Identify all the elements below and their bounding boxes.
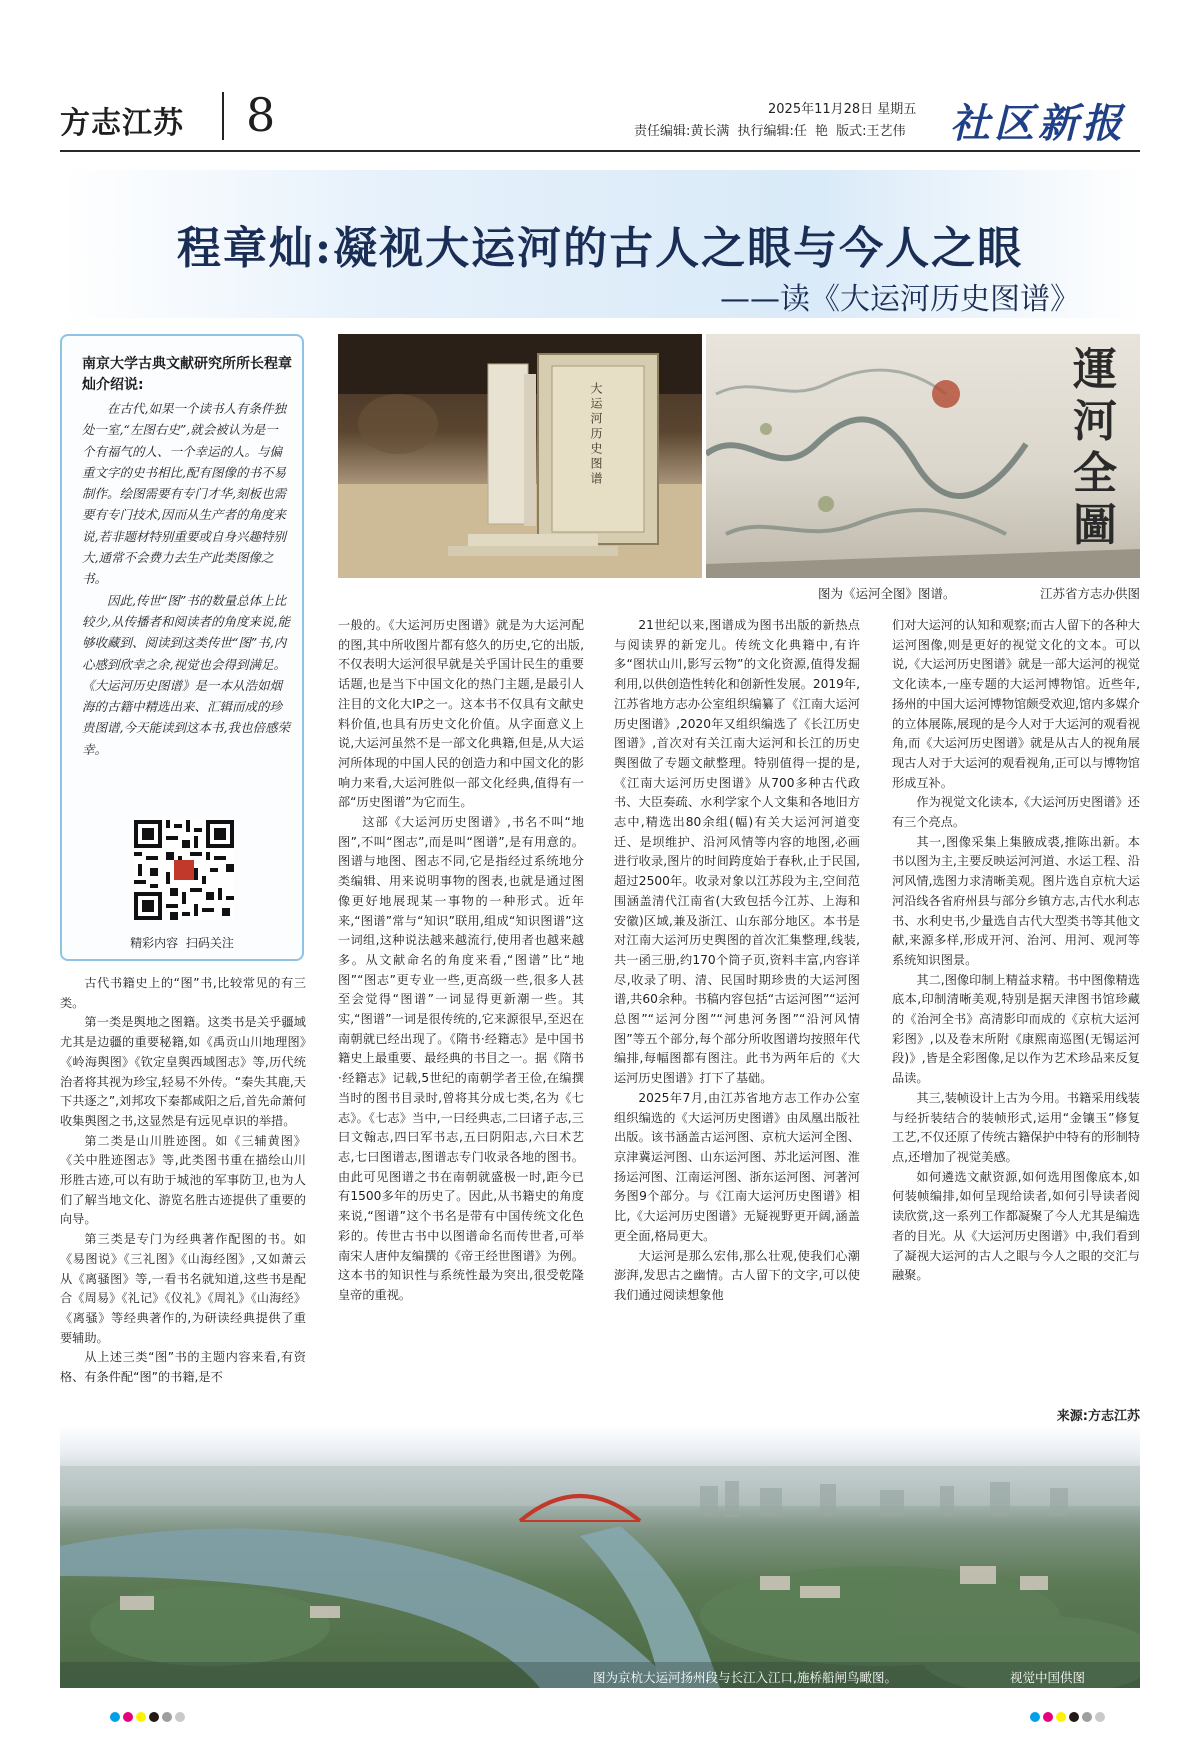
registration-dot (110, 1712, 120, 1722)
top-photo-caption: 图为《运河全图》图谱。 (818, 586, 956, 601)
book-title-text: 大运河历史图谱 (589, 382, 603, 487)
registration-dot (1082, 1712, 1092, 1722)
paragraph: 大运河是那么宏伟,那么壮观,使我们心潮澎湃,发思古之幽情。古人留下的文字,可以使我们通过阅读想象他 (614, 1248, 860, 1302)
intro-paragraph: 因此,传世“图”书的数量总体上比较少,从传播者和阅读者的角度来说,能够收藏到、阅读到这类传世“图”书,内心感到欣幸之余,视觉也会得到满足。《大运河历史图谱》是一本从浩如烟海的古籍中精选出来、汇辑而成的珍贵图谱,今天能读到这本书,我也倍感荣幸。 (82, 592, 290, 757)
registration-dot (1069, 1712, 1079, 1722)
qr-caption: 精彩内容 扫码关注 (130, 936, 234, 950)
paragraph: 从上述三类“图”书的主题内容来看,有资格、有条件配“图”的书籍,是不 (60, 1350, 306, 1385)
aerial-photo (60, 1426, 1140, 1688)
aerial-photo-credit: 视觉中国供图 (1010, 1670, 1086, 1685)
paragraph: 第一类是舆地之图籍。这类书是关乎疆域尤其是边疆的重要秘籍,如《禹贡山川地理图》《岭海舆图》《钦定皇舆西域图志》等,历代统治者将其视为珍宝,轻易不外传。“秦失其鹿,天下共逐之”,刘邦攻下秦都咸阳之后,首先命萧何收集舆图之书,这显然是有远见卓识的举措。 (60, 1015, 306, 1128)
article-column-4 (892, 616, 1140, 1406)
section-name: 方志江苏 (60, 106, 184, 141)
registration-dot (1030, 1712, 1040, 1722)
registration-dot (123, 1712, 133, 1722)
paragraph: 第二类是山川胜迹图。如《三辅黄图》《关中胜迹图志》等,此类图书重在描绘山川形胜古迹,可以有助于城池的军事防卫,也为人们了解当地文化、游览名胜古迹提供了重要的向导。 (60, 1133, 306, 1227)
paragraph: 2025年7月,由江苏省地方志工作办公室组织编选的《大运河历史图谱》由凤凰出版社出版。该书涵盖古运河图、京杭大运河全图、京津冀运河图、山东运河图、苏北运河图、淮扬运河图、江南运河图、浙东运河图、河著河务图9个部分。与《江南大运河历史图谱》相比,《大运河历史图谱》无疑视野更开阔,涵盖更全面,格局更大。 (614, 1090, 860, 1243)
article-column-3 (614, 616, 860, 1422)
intro-paragraph: 在古代,如果一个读书人有条件独处一室,“左图右史”,就会被认为是一个有福气的人、一个幸运的人。与偏重文字的史书相比,配有图像的书不易制作。绘图需要有专门才华,刻板也需要有专门技术,因而从生产者的角度来说,若非题材特别重要或自身兴趣特别大,通常不会费力去生产此类图像之书。 (82, 401, 286, 587)
canal-aerial-illustration (60, 1426, 1140, 1688)
book-display-photo (338, 334, 702, 578)
article-subheadline: ——读《大运河历史图谱》 (720, 282, 1080, 317)
registration-dot (162, 1712, 172, 1722)
masthead (60, 88, 1140, 150)
header-rule (60, 150, 1140, 152)
section-divider (222, 92, 224, 140)
page-number: 8 (246, 88, 276, 142)
registration-dot (175, 1712, 185, 1722)
book-set-illustration (338, 334, 702, 578)
paragraph: 如何遴选文献资源,如何选用图像底本,如何装帧编排,如何呈现给读者,如何引导读者阅读欣赏,这一系列工作都凝聚了今人尤其是编选者的目光。从《大运河历史图谱》中,我们看到了凝视大运河的古人之眼与今人之眼的交汇与融聚。 (892, 1169, 1140, 1283)
article-headline: 程章灿:凝视大运河的古人之眼与今人之眼 (176, 223, 1024, 274)
paragraph: 这部《大运河历史图谱》,书名不叫“地图”,不叫“图志”,而是叫“图谱”,是有用意的。图谱与地图、图志不同,它是指经过系统地分类编辑、用来说明事物的图表,也就是通过图像更好地展现某一事物的一种形式。近年来,“图谱”常与“知识”联用,组成“知识图谱”这一词组,这种说法越来越流行,使用者也越来越多。从文献命名的角度来看,“图谱”比“地图”“图志”更专业一些,更高级一些,很多人甚至会觉得“图谱”一词显得更新潮一些。其实,“图谱”一词是很传统的,它来源很早,至迟在南朝就已经出现了。《隋书·经籍志》是中国书籍史上最重要、最经典的书目之一。据《隋书·经籍志》记载,5世纪的南朝学者王俭,在编撰当时的图书目录时,曾将其分成七类,名为《七志》。《七志》当中,一曰经典志,二曰诸子志,三曰文翰志,四曰军书志,五曰阴阳志,六曰术艺志,七曰图谱志,图谱志专门收录各地的图书。由此可见图谱之书在南朝就盛极一时,距今已有1500多年的历史了。因此,从书籍史的角度来说,“图谱”这个书名是带有中国传统文化色彩的。传世古书中以图谱命名而传世者,可举南宋人唐仲友编撰的《帝王经世图谱》为例。这本书的知识性与系统性最为突出,很受乾隆皇帝的重视。 (338, 815, 584, 1302)
registration-dot (1056, 1712, 1066, 1722)
paragraph: 古代书籍史上的“图”书,比较常见的有三类。 (60, 976, 306, 1010)
registration-dot (1043, 1712, 1053, 1722)
color-registration-marks (1030, 1712, 1105, 1722)
color-registration-marks (110, 1712, 185, 1722)
publication-date: 2025年11月28日 星期五 (768, 102, 917, 117)
registration-dot (136, 1712, 146, 1722)
intro-heading: 南京大学古典文献研究所所长程章灿介绍说: (82, 356, 292, 393)
aerial-photo-caption: 图为京杭大运河扬州段与长江入江口,施桥船闸鸟瞰图。 (593, 1670, 897, 1685)
paragraph: 其二,图像印制上精益求精。书中图像精选底本,印制清晰美观,特别是据天津图书馆珍藏的《治河全书》高清影印而成的《京杭大运河彩图》,以及卷末所附《康熙南巡图(无锡运河段)》,皆是全彩图像,足以作为艺术珍品来反复品读。 (892, 972, 1140, 1086)
scroll-title: 運河全圖 (1073, 344, 1117, 551)
paragraph: 其一,图像采集上集腋成裘,推陈出新。本书以图为主,主要反映运河河道、水运工程、沿河风情,选图力求清晰美观。图片选自京杭大运河沿线各省府州县与部分乡镇方志,古代水利志书、水利史书,少量选自古代大型类书等其他文献,来源多样,形成开河、治河、用河、观河等系统知识图景。 (892, 834, 1140, 967)
paragraph: 一般的。《大运河历史图谱》就是为大运河配的图,其中所收图片都有悠久的历史,它的出版,不仅表明大运河很早就是关乎国计民生的重要话题,也是当下中国文化的热门主题,是最引人注目的文化大IP之一。这本书不仅具有文献史料价值,也具有历史文化价值。从字面意义上说,大运河虽然不是一部文化典籍,但是,从大运河所体现的中国人民的创造力和中国文化的影响力来看,大运河胜似一部文化经典,值得有一部“历史图谱”为它而生。 (338, 618, 584, 810)
registration-dot (1095, 1712, 1105, 1722)
qr-code-icon[interactable] (134, 820, 234, 920)
article-source: 来源:方志江苏 (1056, 1409, 1140, 1424)
article-column-1 (60, 974, 306, 1422)
intro-body (82, 398, 290, 760)
title-band (60, 170, 1140, 318)
article-column-2 (338, 616, 584, 1422)
top-photo-credit: 江苏省方志办供图 (1039, 586, 1140, 601)
registration-dot (149, 1712, 159, 1722)
intro-sidebar (60, 334, 304, 961)
paragraph: 作为视觉文化读本,《大运河历史图谱》还有三个亮点。 (892, 795, 1140, 830)
editor-credits: 责任编辑:黄长满 执行编辑:任 艳 版式:王艺伟 (634, 124, 906, 139)
paragraph: 21世纪以来,图谱成为图书出版的新热点与阅读界的新宠儿。传统文化典籍中,有许多“图状山川,影写云物”的文化资源,值得发掘利用,以供创造性转化和创新性发展。2019年,江苏省地方志办公室组织编纂了《江南大运河历史图谱》,2020年又组织编选了《长江历史图谱》,首次对有关江南大运河和长江的历史舆图做了专题文献整理。特别值得一提的是,《江南大运河历史图谱》从700多种古代政书、大臣奏疏、水利学家个人文集和各地旧方志中,精选出80余组(幅)有关大运河河道变迁、是坝维护、沿河风情等内容的地图,必画进行收录,图片的时间跨度始于春秋,止于民国,超过2500年。收录对象以江苏段为主,空间范围涵盖清代江南省(大致包括今江苏、上海和安徽)区域,兼及浙江、山东部分地区。本书是对江南大运河历史舆图的首次汇集整理,线装,共一函三册,约170个筒子页,资料丰富,内容详尽,收录了明、清、民国时期珍贵的大运河图谱,共60余种。书稿内容包括“古运河图”“运河总图”“运河分图”“河患河务图”“沿河风情图”等五个部分,每个部分所收图谱均按照年代编排,每幅图都有图注。此书为两年后的《大运河历史图谱》打下了基础。 (614, 618, 860, 1086)
top-photo (338, 334, 1140, 578)
paragraph: 们对大运河的认知和观察;而古人留下的各种大运河图像,则是更好的视觉文化的文本。可以说,《大运河历史图谱》就是一部大运河的视觉文化读本,一座专题的大运河博物馆。近些年,扬州的中国大运河博物馆颇受欢迎,馆内多媒介的立体展陈,展现的是今人对于大运河的观看视角,而《大运河历史图谱》就是从古人的视角展现古人对于大运河的观看视角,正可以与博物馆形成互补。 (892, 618, 1140, 790)
newspaper-logo: 社区新报 (950, 100, 1126, 147)
canal-scroll-photo (706, 334, 1140, 578)
paragraph: 其三,装帧设计上古为今用。书籍采用线装与经折装结合的装帧形式,运用“金镶玉”修复工艺,不仅还原了传统古籍保护中特有的形制特点,还增加了视觉美感。 (892, 1090, 1140, 1164)
paragraph: 第三类是专门为经典著作配图的书。如《易图说》《三礼图》《山海经图》,又如萧云从《离骚图》等,一看书名就知道,这些书是配合《周易》《礼记》《仪礼》《周礼》《山海经》《离骚》等经典著作的,为研读经典提供了重要辅助。 (60, 1232, 306, 1345)
